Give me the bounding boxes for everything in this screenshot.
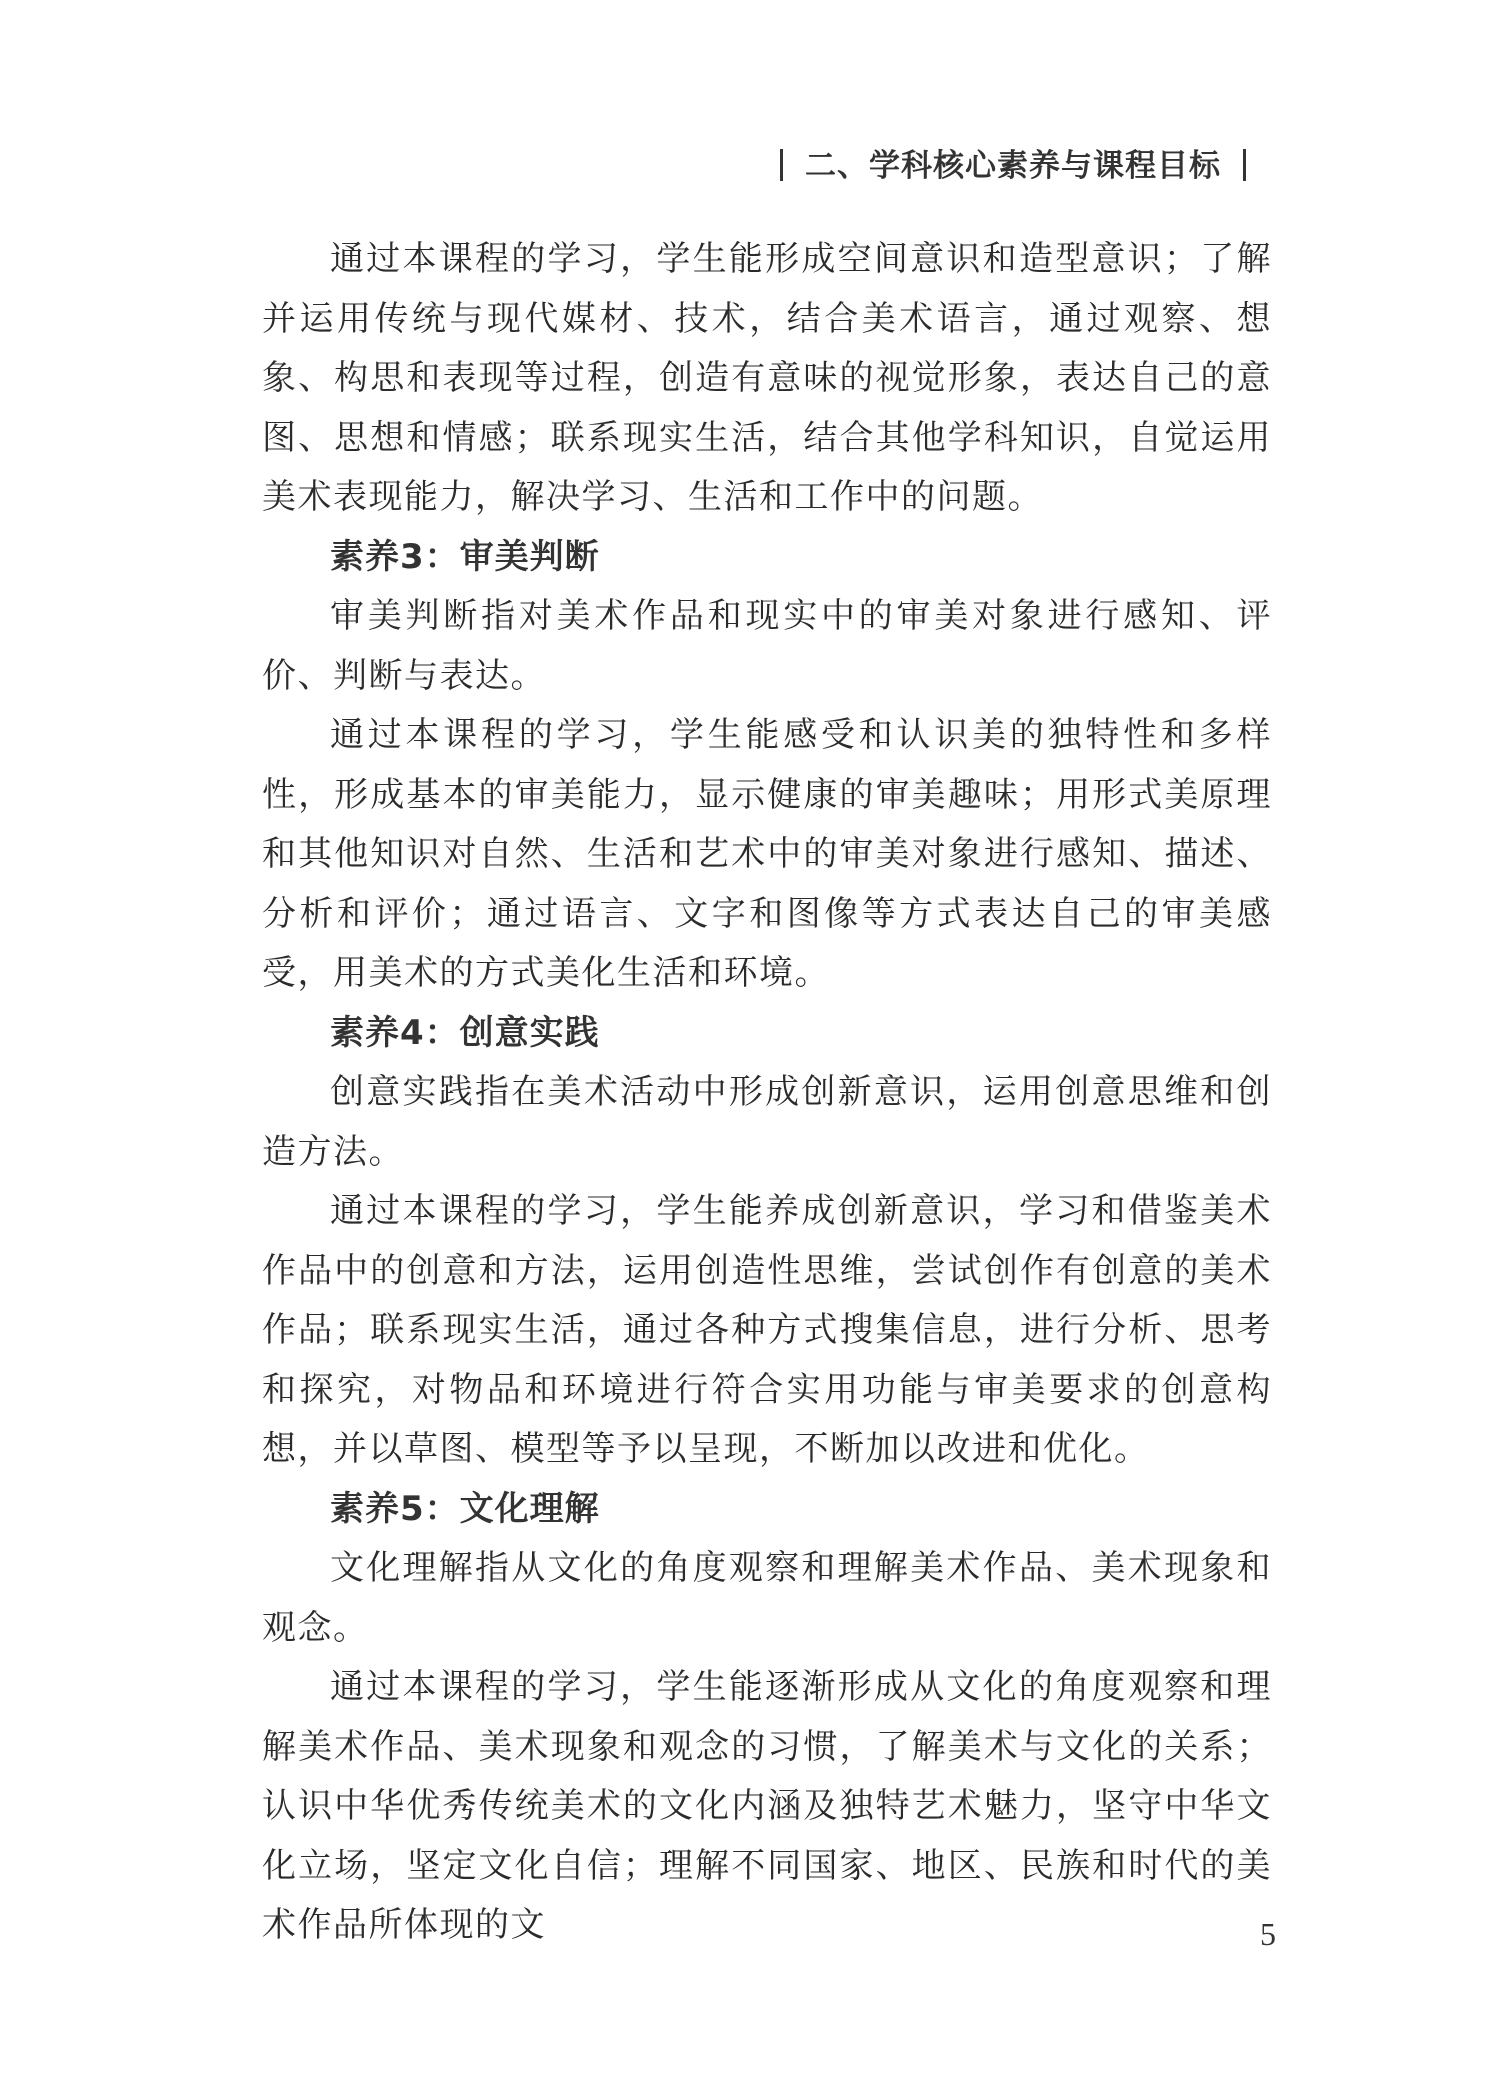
page-body	[262, 230, 1272, 1956]
body-paragraph: 通过本课程的学习，学生能养成创新意识，学习和借鉴美术作品中的创意和方法，运用创造性思维，尝试创作有创意的美术作品；联系现实生活，通过各种方式搜集信息，进行分析、思考和探究，对物品和环境进行符合实用功能与审美要求的创意构想，并以草图、模型等予以呈现，不断加以改进和优化。	[262, 1191, 1272, 1469]
section-heading: 素养3：审美判断	[330, 536, 600, 577]
header-right-rule	[1243, 149, 1246, 181]
header-left-rule	[780, 149, 783, 181]
body-paragraph: 通过本课程的学习，学生能逐渐形成从文化的角度观察和理解美术作品、美术现象和观念的习惯，了解美术与文化的关系；认识中华优秀传统美术的文化内涵及独特艺术魅力，坚守中华文化立场，坚定文化自信；理解不同国家、地区、民族和时代的美术作品所体现的文	[262, 1667, 1272, 1945]
page-number: 5	[1260, 1916, 1276, 1952]
section-heading: 素养4：创意实践	[330, 1012, 600, 1053]
header-title: 二、学科核心素养与课程目标	[805, 148, 1221, 184]
body-paragraph: 通过本课程的学习，学生能感受和认识美的独特性和多样性，形成基本的审美能力，显示健康的审美趣味；用形式美原理和其他知识对自然、生活和艺术中的审美对象进行感知、描述、分析和评价；通过语言、文字和图像等方式表达自己的审美感受，用美术的方式美化生活和环境。	[262, 715, 1272, 993]
body-paragraph: 文化理解指从文化的角度观察和理解美术作品、美术现象和观念。	[262, 1548, 1272, 1648]
body-paragraph: 审美判断指对美术作品和现实中的审美对象进行感知、评价、判断与表达。	[262, 596, 1272, 696]
section-heading: 素养5：文化理解	[330, 1488, 600, 1529]
running-header	[758, 140, 1268, 185]
body-paragraph: 通过本课程的学习，学生能形成空间意识和造型意识；了解并运用传统与现代媒材、技术，结合美术语言，通过观察、想象、构思和表现等过程，创造有意味的视觉形象，表达自己的意图、思想和情感；联系现实生活，结合其他学科知识，自觉运用美术表现能力，解决学习、生活和工作中的问题。	[262, 239, 1272, 517]
body-paragraph: 创意实践指在美术活动中形成创新意识，运用创意思维和创造方法。	[262, 1072, 1272, 1172]
